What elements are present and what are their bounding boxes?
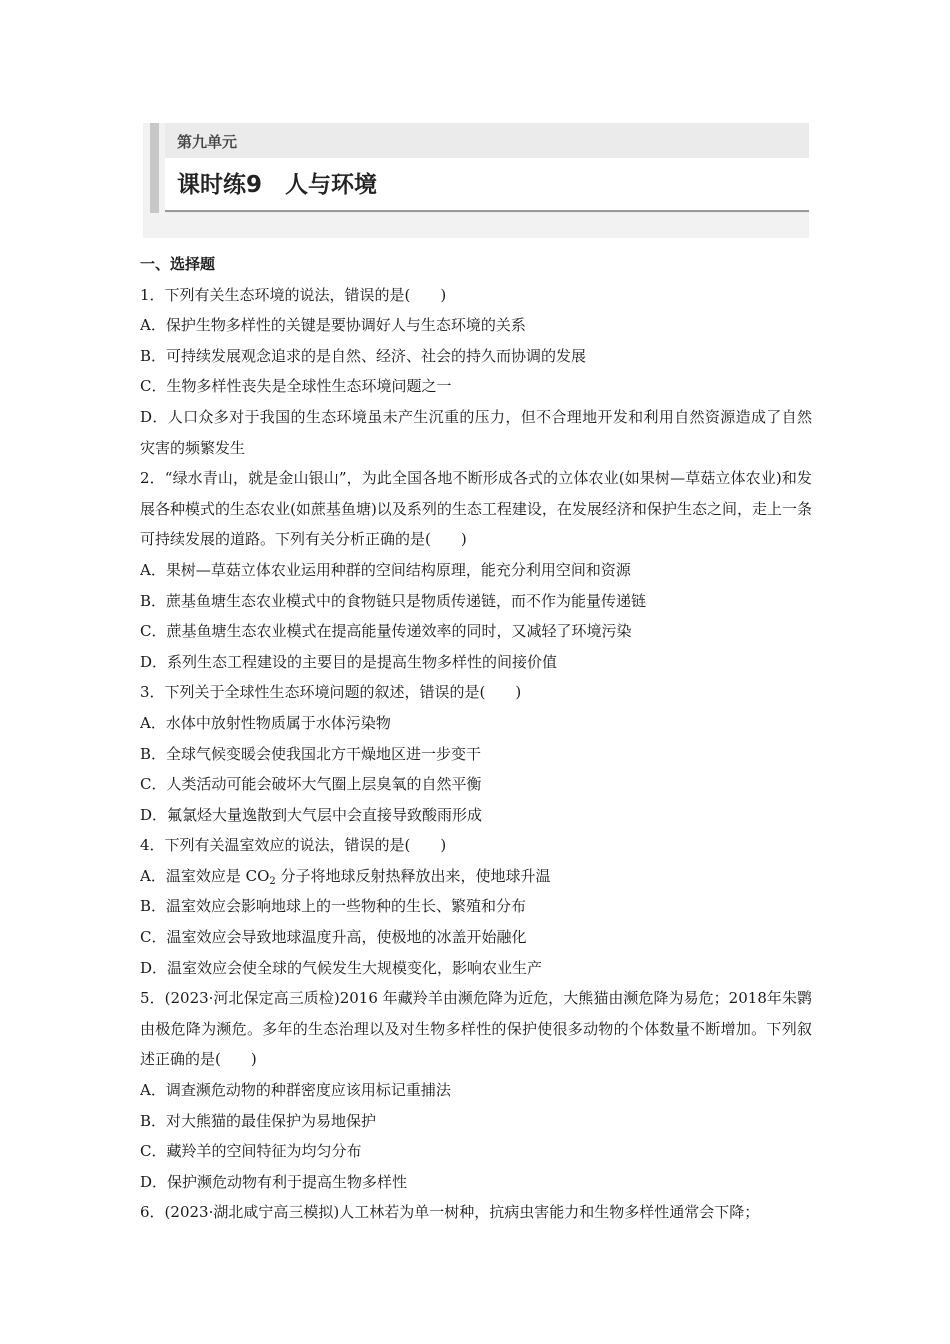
question-4-option-a — [140, 861, 812, 892]
question-2-stem: 2．“绿水青山，就是金山银山”，为此全国各地不断形成各式的立体农业(如果树—草菇立体农业)和发展各种模式的生态农业(如蔗基鱼塘)以及系列的生态工程建设，在发展经济和保护生态之间，走上一条可持续发展的道路。下列有关分析正确的是( ) — [140, 469, 812, 549]
question-4-option-a-text: A．温室效应是 CO — [140, 866, 270, 885]
question-3-option-c: C．人类活动可能会破坏大气圈上层臭氧的自然平衡 — [140, 775, 482, 794]
question-3-stem: 3．下列关于全球性生态环境问题的叙述，错误的是( ) — [140, 683, 522, 702]
question-2-option-b: B．蔗基鱼塘生态农业模式中的食物链只是物质传递链，而不作为能量传递链 — [140, 591, 647, 610]
lesson-title: 课时练9 人与环境 — [177, 172, 378, 198]
question-2-option-c: C．蔗基鱼塘生态农业模式在提高能量传递效率的同时，又减轻了环境污染 — [140, 622, 632, 641]
question-2-option-d: D．系列生态工程建设的主要目的是提高生物多样性的间接价值 — [140, 652, 558, 671]
question-1-stem: 1．下列有关生态环境的说法，错误的是( ) — [140, 285, 447, 304]
unit-label: 第九单元 — [177, 133, 238, 151]
question-3-option-d: D．氟氯烃大量逸散到大气层中会直接导致酸雨形成 — [140, 805, 483, 824]
section-title: 一、选择题 — [140, 255, 216, 273]
question-5-option-d: D．保护濒危动物有利于提高生物多样性 — [140, 1172, 408, 1191]
question-2-option-a: A．果树—草菇立体农业运用种群的空间结构原理，能充分利用空间和资源 — [140, 560, 631, 579]
document-body — [140, 249, 812, 1228]
question-5-option-a: A．调查濒危动物的种群密度应该用标记重捕法 — [140, 1081, 451, 1100]
question-6-stem: 6．(2023·湖北咸宁高三模拟)人工林若为单一树种，抗病虫害能力和生物多样性通常会下降； — [140, 1203, 760, 1222]
question-3-option-b: B．全球气候变暖会使我国北方干燥地区进一步变干 — [140, 744, 482, 763]
subscript-2: 2 — [269, 875, 276, 887]
question-1-option-d: D．人口众多对于我国的生态环境虽未产生沉重的压力，但不合理地开发和利用自然资源造成了自然灾害的频繁发生 — [140, 407, 812, 457]
question-1-option-b: B．可持续发展观念追求的是自然、经济、社会的持久而协调的发展 — [140, 346, 587, 365]
header-accent-bar — [150, 123, 159, 213]
question-4-option-c: C．温室效应会导致地球温度升高，使极地的冰盖开始融化 — [140, 928, 527, 947]
question-1-option-c: C．生物多样性丧失是全球性生态环境问题之一 — [140, 377, 452, 396]
question-3-option-a: A．水体中放射性物质属于水体污染物 — [140, 713, 391, 732]
question-4-option-a-text-rest: 分子将地球反射热释放出来，使地球升温 — [275, 866, 551, 885]
question-5-stem: 5．(2023·河北保定高三质检)2016 年藏羚羊由濒危降为近危，大熊猫由濒危降为易危；2018年朱鹮由极危降为濒危。多年的生态治理以及对生物多样性的保护使很多动物的个体数量不断增加。下列叙述正确的是( ) — [140, 989, 812, 1069]
question-5-option-b: B．对大熊猫的最佳保护为易地保护 — [140, 1111, 377, 1130]
question-5-option-c: C．藏羚羊的空间特征为均匀分布 — [140, 1142, 362, 1161]
question-4-stem: 4．下列有关温室效应的说法，错误的是( ) — [140, 836, 447, 855]
question-1-option-a: A．保护生物多样性的关键是要协调好人与生态环境的关系 — [140, 316, 526, 335]
question-4-option-b: B．温室效应会影响地球上的一些物种的生长、繁殖和分布 — [140, 897, 527, 916]
question-4-option-d: D．温室效应会使全球的气候发生大规模变化，影响农业生产 — [140, 958, 543, 977]
